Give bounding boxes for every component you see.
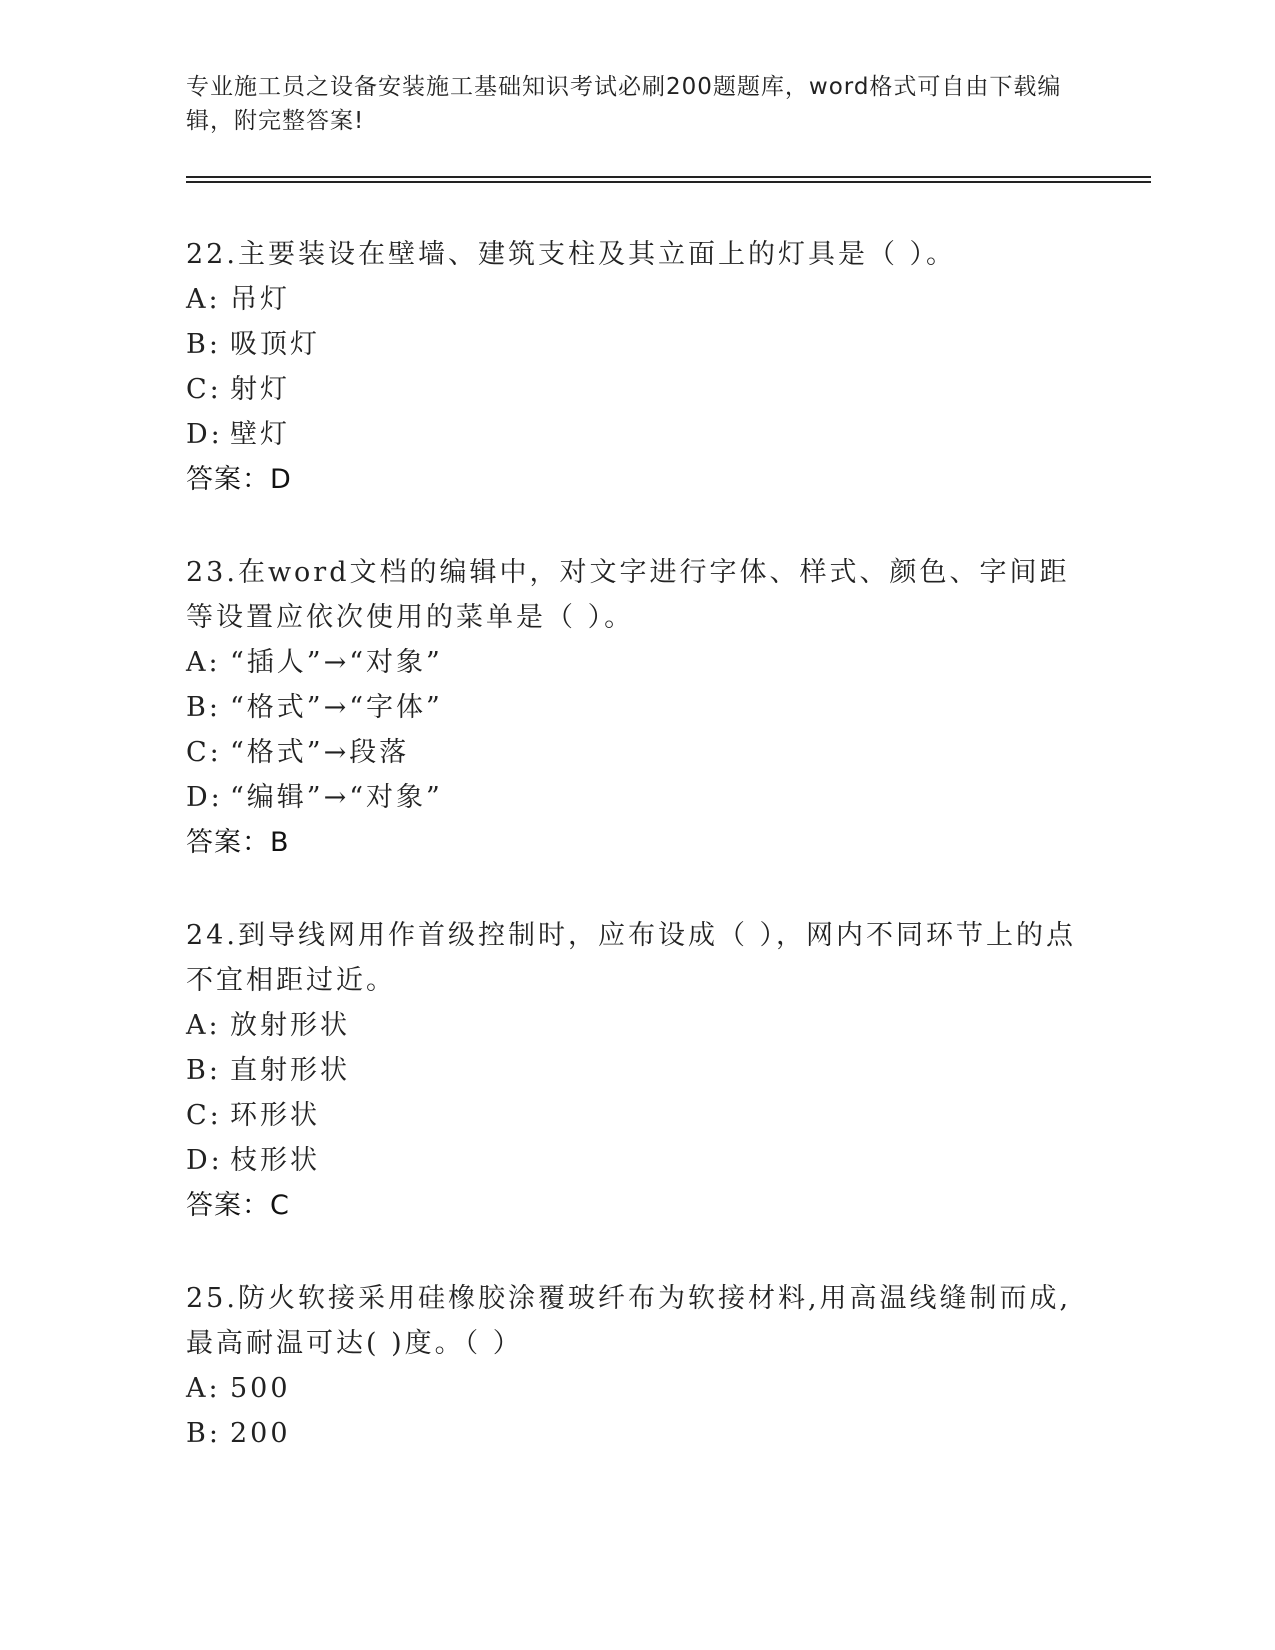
question-text: 23.在word文档的编辑中，对文字进行字体、样式、颜色、字间距等设置应依次使用的菜单是（ ）。 <box>186 557 1070 633</box>
header-divider-bottom <box>186 181 1151 183</box>
option-a <box>186 1366 1086 1411</box>
option-label: A: <box>186 284 221 315</box>
option-text: 放射形状 <box>230 1010 350 1041</box>
question-text: 24.到导线网用作首级控制时，应布设成（ ），网内不同环节上的点不宜相距过近。 <box>186 920 1077 996</box>
option-label: D: <box>186 419 223 450</box>
option-text: 壁灯 <box>230 419 290 450</box>
option-label: D: <box>186 1145 223 1176</box>
option-text: 吸顶灯 <box>230 329 320 360</box>
option-label: A: <box>186 1010 221 1041</box>
option-b <box>186 1048 1086 1093</box>
option-text: 射灯 <box>230 374 290 405</box>
document-header: 专业施工员之设备安装施工基础知识考试必刷200题题库，word格式可自由下载编辑，附完整答案! <box>186 74 1062 134</box>
option-text: “格式”→“字体” <box>230 692 443 723</box>
answer-line: 答案：B <box>186 827 290 858</box>
option-a <box>186 640 1086 685</box>
option-label: A: <box>186 1373 221 1404</box>
option-label: C: <box>186 1100 222 1131</box>
option-text: 环形状 <box>230 1100 320 1131</box>
option-a <box>186 277 1086 322</box>
option-label: B: <box>186 1055 221 1086</box>
question-22 <box>186 232 1086 502</box>
option-label: B: <box>186 1418 221 1449</box>
option-text: “插人”→“对象” <box>230 647 443 678</box>
question-25 <box>186 1276 1086 1456</box>
option-label: B: <box>186 329 221 360</box>
option-label: C: <box>186 737 222 768</box>
option-b <box>186 322 1086 367</box>
question-24 <box>186 913 1086 1228</box>
option-d <box>186 775 1086 820</box>
option-c <box>186 1093 1086 1138</box>
answer-line: 答案：C <box>186 1190 290 1221</box>
option-text: 枝形状 <box>230 1145 320 1176</box>
question-text: 25.防火软接采用硅橡胶涂覆玻纤布为软接材料,用高温线缝制而成,最高耐温可达( )度。（ ） <box>186 1283 1072 1359</box>
option-b <box>186 685 1086 730</box>
option-label: A: <box>186 647 221 678</box>
option-d <box>186 1138 1086 1183</box>
option-text: 200 <box>230 1418 291 1449</box>
option-a <box>186 1003 1086 1048</box>
option-label: D: <box>186 782 223 813</box>
option-text: “编辑”→“对象” <box>230 782 443 813</box>
option-text: 500 <box>230 1373 291 1404</box>
option-c <box>186 367 1086 412</box>
option-d <box>186 412 1086 457</box>
question-list <box>186 232 1086 1504</box>
option-text: 吊灯 <box>230 284 290 315</box>
question-text: 22.主要装设在壁墙、建筑支柱及其立面上的灯具是（ ）。 <box>186 239 957 270</box>
option-c <box>186 730 1086 775</box>
option-label: C: <box>186 374 222 405</box>
option-b <box>186 1411 1086 1456</box>
option-text: “格式”→段落 <box>230 737 410 768</box>
question-23 <box>186 550 1086 865</box>
option-text: 直射形状 <box>230 1055 350 1086</box>
header-divider-top <box>186 176 1151 178</box>
option-label: B: <box>186 692 221 723</box>
answer-line: 答案：D <box>186 464 292 495</box>
